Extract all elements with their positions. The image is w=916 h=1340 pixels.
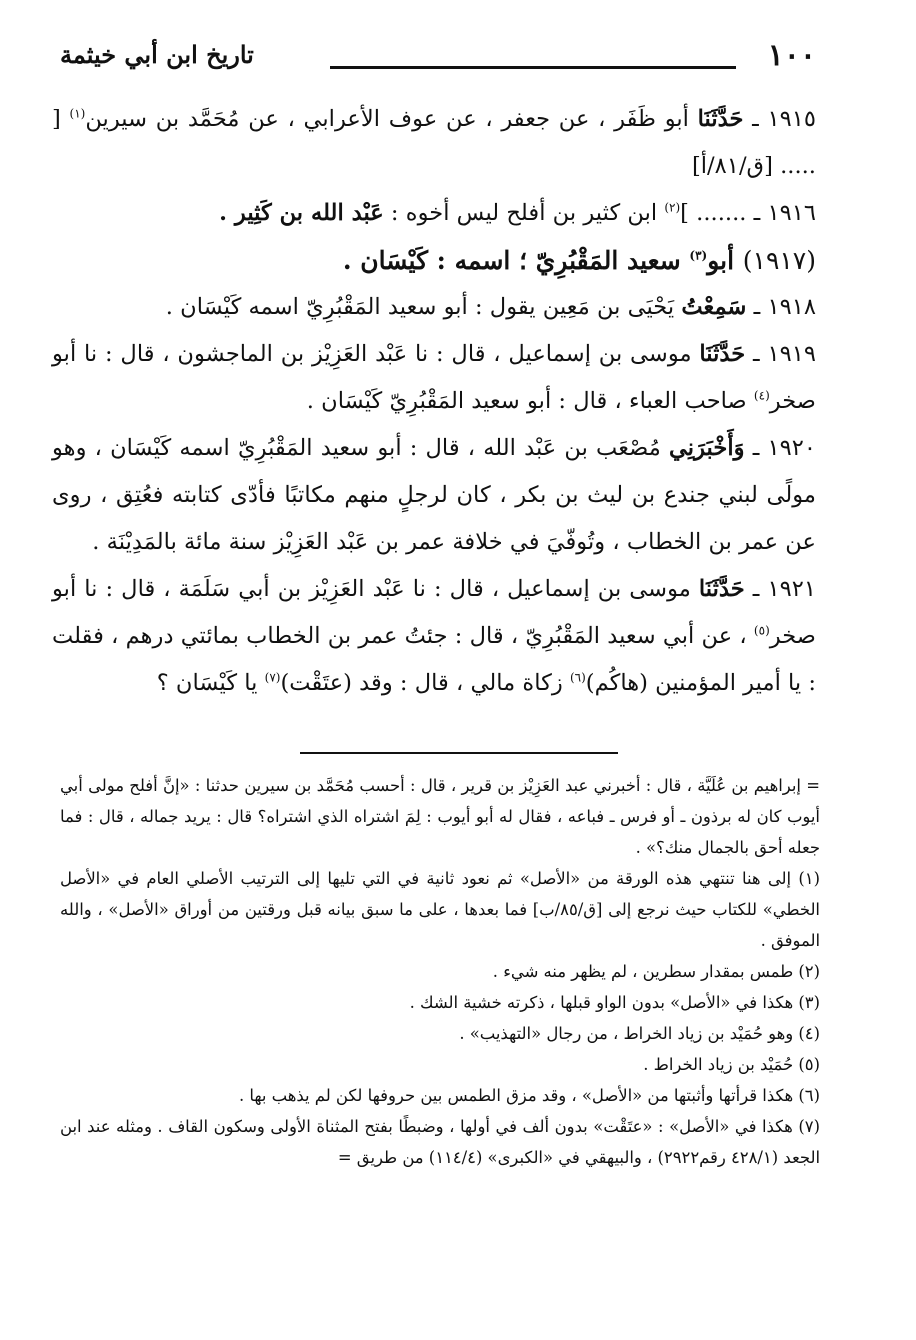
entry-lead: سَمِعْتُ: [681, 294, 747, 320]
entry-lead: حَدَّثَنَا: [698, 576, 745, 602]
entry-number: ١٩١٩ ـ: [753, 341, 816, 367]
footnote-ref: (٦): [569, 670, 586, 685]
entry-1917: [52, 237, 816, 284]
footnote-ref: (٧): [264, 670, 281, 685]
footnote-4: (٤) وهو حُمَيْد بن زياد الخراط ، من رجال «التهذيب» .: [459, 1024, 820, 1043]
entry-tail: زكاة مالي ، قال : وقد (عتَقْت): [280, 670, 570, 696]
entry-1916: [52, 190, 816, 237]
entry-1920: [52, 425, 816, 566]
entry-lead: حَدَّثَنَا: [697, 106, 744, 132]
entry-text: مُصْعَب بن عَبْد الله ، قال : أبو سعيد المَقْبُرِيّ اسمه كَيْسَان ، وهو مولًى لبني جندع بن ليث بن بكر ، كان لرجلٍ منهم مكاتبًا فأدّى كتابته فعُتِق ، روى عن عمر بن الخطاب ، وتُوفّيَ في خلافة عمر بن عَبْد العَزِيْز سنة مائة بالمَدِيْنَة .: [52, 435, 816, 555]
entry-number: ١٩١٥ ـ: [752, 106, 816, 132]
footnote-ref: (٤): [753, 388, 770, 403]
entry-tail: ابن كثير بن أفلح ليس أخوه :: [383, 200, 665, 226]
header-rule: [330, 66, 736, 69]
footnote-continuation: = إبراهيم بن عُلَيَّة ، قال : أخبرني عبد العَزِيْز بن قرير ، قال : أحسب مُحَمَّد بن سيرين حدثنا : «إنَّ أفلح مولى أبي أيوب كان له برذون ـ أو فرس ـ فباعه ، فقال له أبو أيوب : لِمَ اشتراه الذي اشتراه؟ قال : يريد جماله ، قال : فما جعله أحق بالجمال منك؟» .: [60, 776, 820, 857]
footnote-ref: (٣): [689, 248, 708, 263]
footnote-7: (٧) هكذا في «الأصل» : «عتَقْت» بدون ألف في أولها ، وضبطًا بفتح المثناة الأولى وسكون القاف . ومثله عند ابن الجعد (٤٢٨/١ رقم٢٩٢٢) ، والبيهقي في «الكبرى» (١١٤/٤) من طريق =: [60, 1117, 820, 1167]
entry-text: يَحْيَى بن مَعِين يقول : أبو سعيد المَقْبُرِيّ اسمه كَيْسَان .: [165, 294, 682, 320]
main-text: [52, 96, 816, 707]
entry-1918: [52, 284, 816, 331]
page-header: [60, 30, 816, 82]
footnote-3: (٣) هكذا في «الأصل» بدون الواو قبلها ، ذكرته خشية الشك .: [409, 993, 820, 1012]
entry-tail: [ ..... [ق/٨١/أ]: [52, 106, 816, 179]
footnotes: [60, 770, 820, 1173]
entry-tail: ، عن أبي سعيد المَقْبُرِيّ ، قال : جئتُ عمر بن الخطاب بمائتي درهم ، فقلت : يا أمير المؤمنين (هاكُم): [52, 623, 816, 696]
entry-text: موسى بن إسماعيل ، قال : نا عَبْد العَزِيْز بن الماجشون ، قال : نا أبو صخر: [52, 341, 816, 414]
footnote-ref: (١): [69, 106, 86, 121]
entry-1921: [52, 566, 816, 707]
footnote-2: (٢) طمس بمقدار سطرين ، لم يظهر منه شيء .: [492, 962, 820, 981]
entry-text: أبو: [707, 246, 735, 275]
entry-number: (١٩١٧): [742, 246, 816, 275]
entry-lead: حَدَّثَنَا: [699, 341, 746, 367]
entry-number: ١٩١٦ ـ: [753, 200, 816, 226]
footnote-separator: [300, 752, 618, 754]
entry-tail: سعيد المَقْبُرِيّ ؛ اسمه : كَيْسَان .: [342, 246, 690, 275]
entry-text: موسى بن إسماعيل ، قال : نا عَبْد العَزِيْز بن أبي سَلَمَة ، قال : نا أبو صخر: [52, 576, 816, 649]
entry-lead: وَأَخْبَرَنِي: [668, 435, 745, 461]
entry-1915: [52, 96, 816, 190]
running-title: تاريخ ابن أبي خيثمة: [60, 40, 254, 69]
entry-tail: صاحب العباء ، قال : أبو سعيد المَقْبُرِيّ كَيْسَان .: [306, 388, 754, 414]
entry-name: عَبْد الله بن كَثِير .: [219, 200, 384, 226]
entry-number: ١٩٢٠ ـ: [752, 435, 816, 461]
footnote-ref: (٥): [753, 623, 770, 638]
entry-number: ١٩٢١ ـ: [752, 576, 817, 602]
footnote-6: (٦) هكذا قرأتها وأثبتها من «الأصل» ، وقد مزق الطمس بين حروفها لكن لم يذهب بها .: [238, 1086, 820, 1105]
page-number: ١٠٠: [767, 38, 816, 73]
entry-number: ١٩١٨ ـ: [753, 294, 816, 320]
footnote-ref: (٢): [664, 200, 681, 215]
entry-1919: [52, 331, 816, 425]
entry-tail: يا كَيْسَان ؟: [156, 670, 265, 696]
entry-text: أبو ظَفَر ، عن جعفر ، عن عوف الأعرابي ، عن مُحَمَّد بن سيرين: [85, 106, 698, 132]
footnote-5: (٥) حُمَيْد بن زياد الخراط .: [643, 1055, 820, 1074]
footnote-1: (١) إلى هنا تنتهي هذه الورقة من «الأصل» ثم نعود ثانية في التي تليها إلى الترتيب الأصلي العام في «الأصل الخطي» للكتاب حيث نرجع إلى [ق/٨٥/ب] فما بعدها ، على ما سبق بيانه قبل ورقتين من أوراق «الأصل» ، والله الموفق .: [60, 869, 820, 950]
entry-text: ....... ]: [680, 200, 747, 226]
